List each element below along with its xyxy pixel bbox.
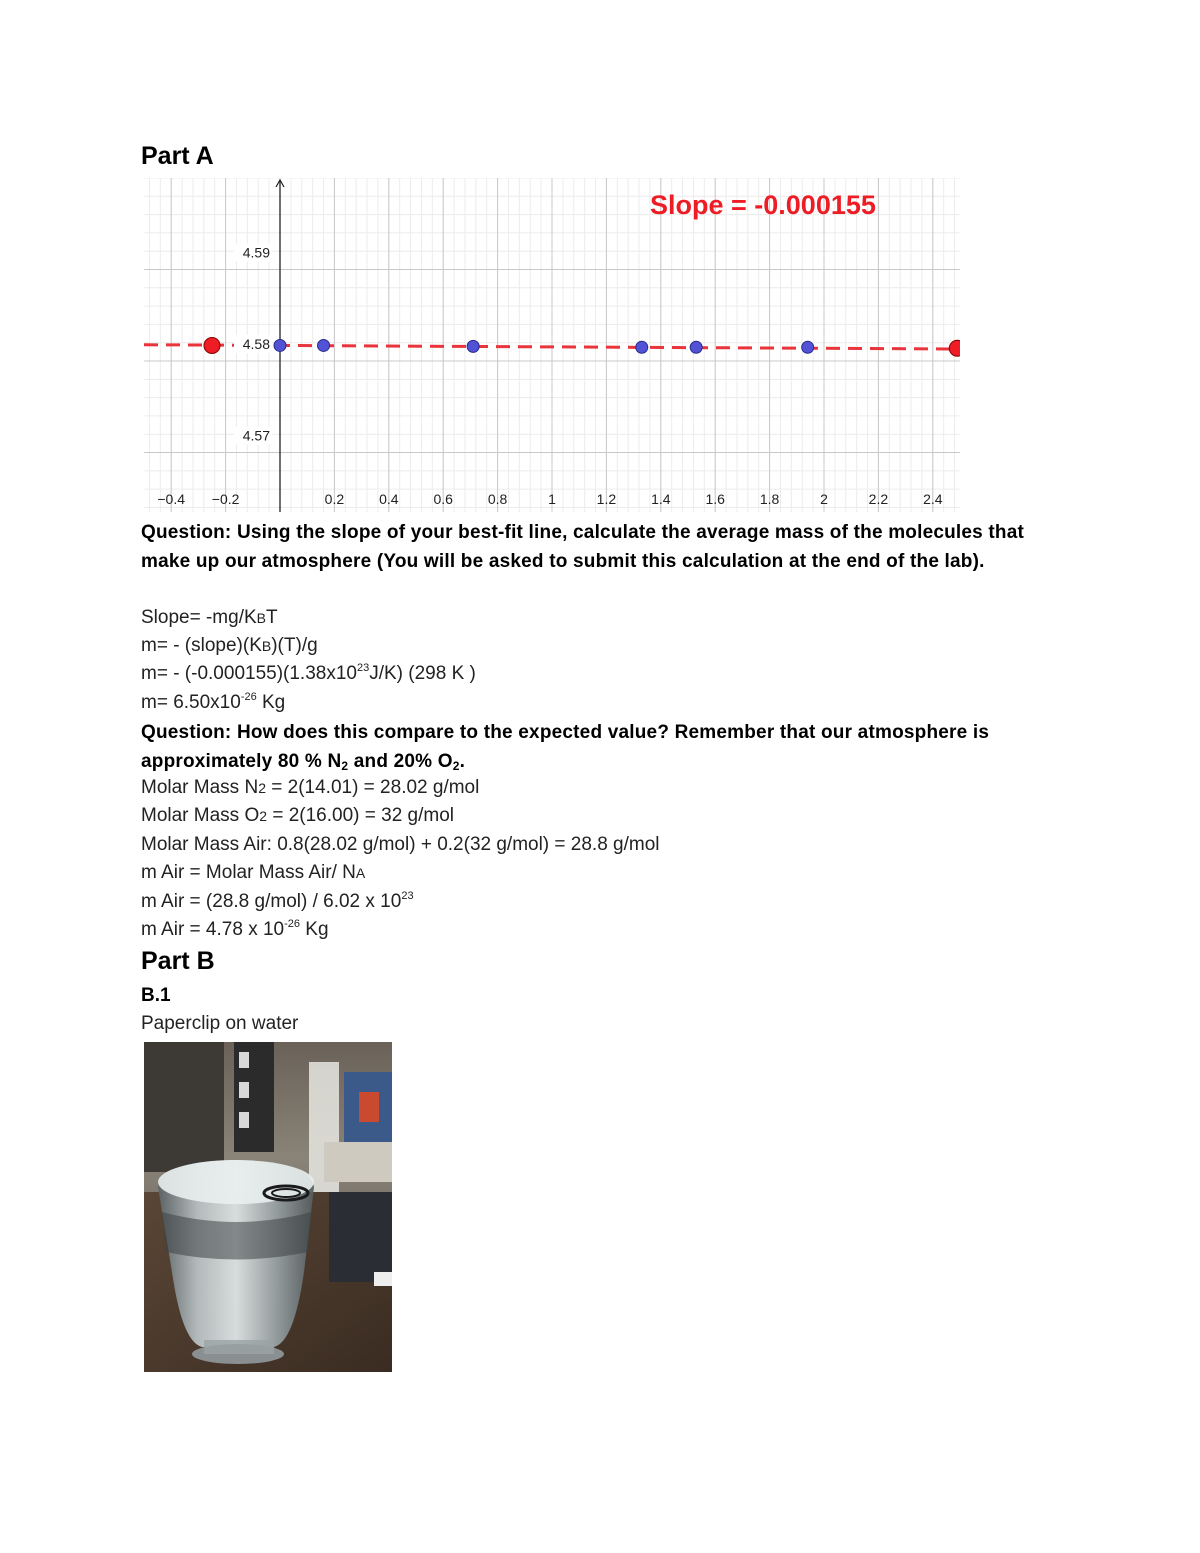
x-tick-label: 0.4 xyxy=(379,491,399,507)
part-b-heading: Part B xyxy=(141,947,215,975)
x-tick-label: −0.4 xyxy=(157,491,186,507)
y-tick-label: 4.59 xyxy=(242,244,270,261)
fit-endpoint xyxy=(949,340,960,356)
x-tick-label: 0.6 xyxy=(433,491,453,507)
data-point xyxy=(802,341,814,353)
mass-substitution: $m= - (-0.000155)(1.38x10^{23}J/K)$ (298 K ) xyxy=(141,662,476,684)
x-tick-label: 1.4 xyxy=(651,491,671,507)
y-tick-label: 4.57 xyxy=(242,427,270,444)
paperclip-on-water-photo xyxy=(144,1042,392,1372)
molar-mass-o2: Molar Mass O2 = 2(16.00) = 32 g/mol xyxy=(141,805,454,826)
part-a-heading: Part A xyxy=(141,142,214,170)
data-point xyxy=(274,339,286,351)
y-tick-label: 4.58 xyxy=(242,336,270,353)
x-tick-label: 1.8 xyxy=(759,491,780,507)
x-tick-label: 1 xyxy=(548,491,556,507)
question-2: Question: How does this compare to the expected value? Remember that our atmosphere is approximately 80 % $N_2$ and 20% $O_2$. xyxy=(141,722,990,773)
data-point xyxy=(636,341,648,353)
slope-annotation: Slope = -0.000155 xyxy=(650,190,876,220)
slope-formula: Slope= -mg/KBT xyxy=(141,607,278,628)
mass-result: $m= 6.50x10^{-26}$ Kg xyxy=(141,691,286,713)
data-point xyxy=(318,339,330,351)
x-tick-label: 1.2 xyxy=(596,491,617,507)
x-tick-label: 0.8 xyxy=(487,491,508,507)
chart-svg xyxy=(144,178,960,512)
x-tick-label: −0.2 xyxy=(211,491,240,507)
photo-caption: Paperclip on water xyxy=(141,1013,299,1034)
fit-endpoint xyxy=(204,337,220,353)
x-tick-label: 0.2 xyxy=(324,491,345,507)
mass-air-result: m Air = 4.78 x $10^{-26}$ Kg xyxy=(141,918,329,940)
x-tick-label: 2.4 xyxy=(923,491,943,507)
x-tick-label: 1.6 xyxy=(705,491,725,507)
data-point xyxy=(467,340,479,352)
data-point xyxy=(690,341,702,353)
molar-mass-n2: Molar Mass N2 = 2(14.01) = 28.02 g/mol xyxy=(141,777,480,798)
molar-mass-air: Molar Mass Air: 0.8(28.02 g/mol) + 0.2(32 g/mol) = 28.8 g/mol xyxy=(141,834,660,855)
mass-air-formula: m Air = Molar Mass Air/ NA xyxy=(141,862,366,883)
x-tick-label: 2 xyxy=(820,491,828,507)
x-tick-label: 2.2 xyxy=(868,491,889,507)
slope-chart xyxy=(144,178,960,512)
mass-formula: m= - (slope)(KB)(T)/g xyxy=(141,635,318,656)
question-1: Question: Using the slope of your best-fit line, calculate the average mass of the molecules that make up our atmosphere (You will be asked to submit this calculation at the end of the lab). xyxy=(141,522,1025,572)
b1-heading: B.1 xyxy=(141,985,171,1006)
mass-air-substitution: m Air = (28.8 g/mol) / 6.02 x $10^{23}$ xyxy=(141,890,414,912)
